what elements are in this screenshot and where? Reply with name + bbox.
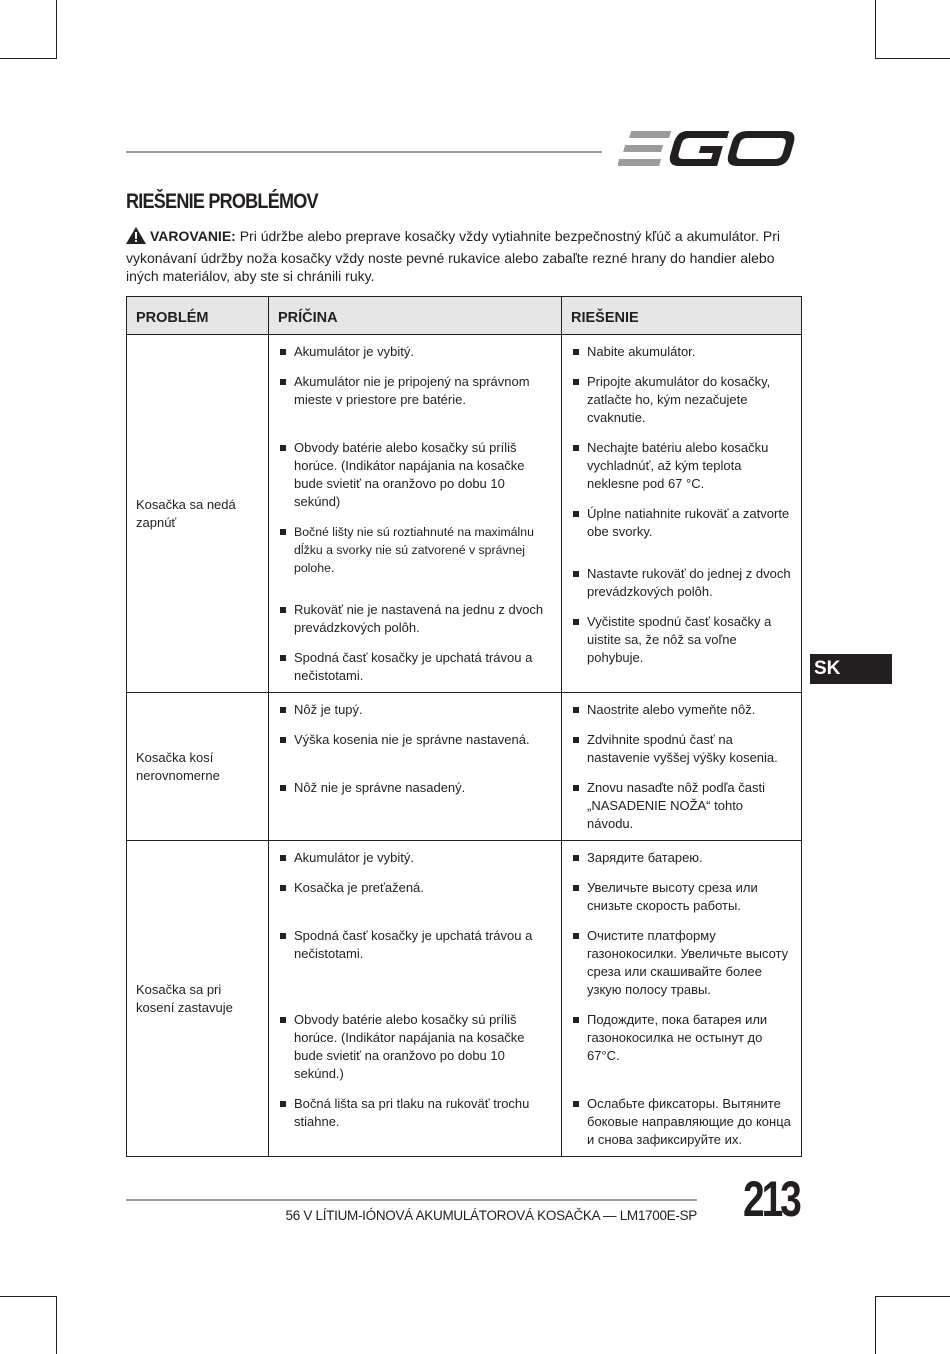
solution-item: Nabite akumulátor. <box>571 343 792 361</box>
section-title: RIEŠENIE PROBLÉMOV <box>126 190 318 213</box>
warning-text: Pri údržbe alebo preprave kosačky vždy vytiahnite bezpečnostný kľúč a akumulátor. Pri vykonávaní údržby noža kosačky vždy noste pevné rukavice alebo zabaľte rezné hrany do handier alebo iných materiálov, aby ste si chránili ruky. <box>126 228 780 284</box>
header-rule <box>126 151 602 153</box>
warning-label: VAROVANIE: <box>150 228 236 244</box>
solution-item: Vyčistite spodnú časť kosačky a uistite sa, že nôž sa voľne pohybuje. <box>571 613 792 667</box>
crop-mark <box>875 1296 950 1297</box>
cause-item: Obvody batérie alebo kosačky sú príliš horúce. (Indikátor napájania na kosačke bude svietiť na oranžovo po dobu 10 sekúnd) <box>278 439 552 511</box>
solution-item: Znovu nasaďte nôž podľa časti „NASADENIE NOŽA“ tohto návodu. <box>571 779 792 833</box>
cause-cell <box>269 841 562 1157</box>
footer-product-title: 56 V LÍTIUM-IÓNOVÁ AKUMULÁTOROVÁ KOSAČKA — LM1700E-SP <box>285 1208 697 1223</box>
cause-item: Obvody batérie alebo kosačky sú príliš horúce. (Indikátor napájania na kosačke bude svietiť na oranžovo po dobu 10 sekúnd.) <box>278 1011 552 1083</box>
troubleshooting-table <box>126 296 802 1157</box>
cause-item: Nôž je tupý. <box>278 701 552 719</box>
solution-cell <box>562 841 802 1157</box>
crop-mark <box>0 58 57 59</box>
solution-cell <box>562 335 802 693</box>
ego-logo <box>618 128 800 177</box>
solution-item: Zdvihnite spodnú časť na nastavenie vyššej výšky kosenia. <box>571 731 792 767</box>
footer-rule <box>126 1199 697 1201</box>
cause-item: Akumulátor je vybitý. <box>278 849 552 867</box>
solution-item: Nechajte batériu alebo kosačku vychladnúť, až kým teplota neklesne pod 67 °C. <box>571 439 792 493</box>
solution-item: Зарядите батарею. <box>571 849 792 867</box>
solution-item: Úplne natiahnite rukoväť a zatvorte obe svorky. <box>571 505 792 541</box>
solution-item: Nastavte rukoväť do jednej z dvoch prevádzkových polôh. <box>571 565 792 601</box>
crop-mark <box>56 0 57 58</box>
cause-item: Akumulátor nie je pripojený na správnom mieste v priestore pre batérie. <box>278 373 552 409</box>
cause-item: Výška kosenia nie je správne nastavená. <box>278 731 552 749</box>
solution-item: Подождите, пока батарея или газонокосилка не остынут до 67°C. <box>571 1011 792 1065</box>
solution-item: Увеличьте высоту среза или снизьте скорость работы. <box>571 879 792 915</box>
cause-item: Bočné lišty nie sú roztiahnuté na maximálnu dĺžku a svorky nie sú zatvorené v správnej polohe. <box>278 523 552 577</box>
solution-item: Ослабьте фиксаторы. Вытяните боковые направляющие до конца и снова зафиксируйте их. <box>571 1095 792 1149</box>
problem-cell: Kosačka sa nedá zapnúť <box>127 335 269 693</box>
crop-mark <box>56 1296 57 1354</box>
solution-cell <box>562 693 802 841</box>
solution-item: Pripojte akumulátor do kosačky, zatlačte ho, kým nezačujete cvaknutie. <box>571 373 792 427</box>
cause-item: Bočná lišta sa pri tlaku na rukoväť trochu stiahne. <box>278 1095 552 1131</box>
solution-item: Очистите платформу газонокосилки. Увеличьте высоту среза или скашивайте более узкую полосу травы. <box>571 927 792 999</box>
cause-item: Spodná časť kosačky je upchatá trávou a nečistotami. <box>278 649 552 685</box>
cause-item: Rukoväť nie je nastavená na jednu z dvoch prevádzkových polôh. <box>278 601 552 637</box>
cause-item: Nôž nie je správne nasadený. <box>278 779 552 797</box>
table-row <box>127 841 802 1157</box>
cause-item: Spodná časť kosačky je upchatá trávou a nečistotami. <box>278 927 552 963</box>
cause-cell <box>269 335 562 693</box>
language-tab: SK <box>810 654 892 684</box>
header-solution: RIEŠENIE <box>562 297 802 335</box>
crop-mark <box>875 58 950 59</box>
table-row <box>127 693 802 841</box>
crop-mark <box>875 1296 876 1354</box>
table-row <box>127 335 802 693</box>
problem-cell: Kosačka kosí nerovnomerne <box>127 693 269 841</box>
page-number: 213 <box>743 1171 799 1227</box>
crop-mark <box>0 1296 57 1297</box>
crop-mark <box>875 0 876 58</box>
table-header-row <box>127 297 802 335</box>
cause-item: Kosačka je preťažená. <box>278 879 552 897</box>
warning-paragraph <box>126 227 798 286</box>
cause-cell <box>269 693 562 841</box>
header-cause: PRÍČINA <box>269 297 562 335</box>
warning-triangle-icon <box>126 227 146 249</box>
problem-cell: Kosačka sa pri kosení zastavuje <box>127 841 269 1157</box>
solution-item: Naostrite alebo vymeňte nôž. <box>571 701 792 719</box>
cause-item: Akumulátor je vybitý. <box>278 343 552 361</box>
header-problem: PROBLÉM <box>127 297 269 335</box>
